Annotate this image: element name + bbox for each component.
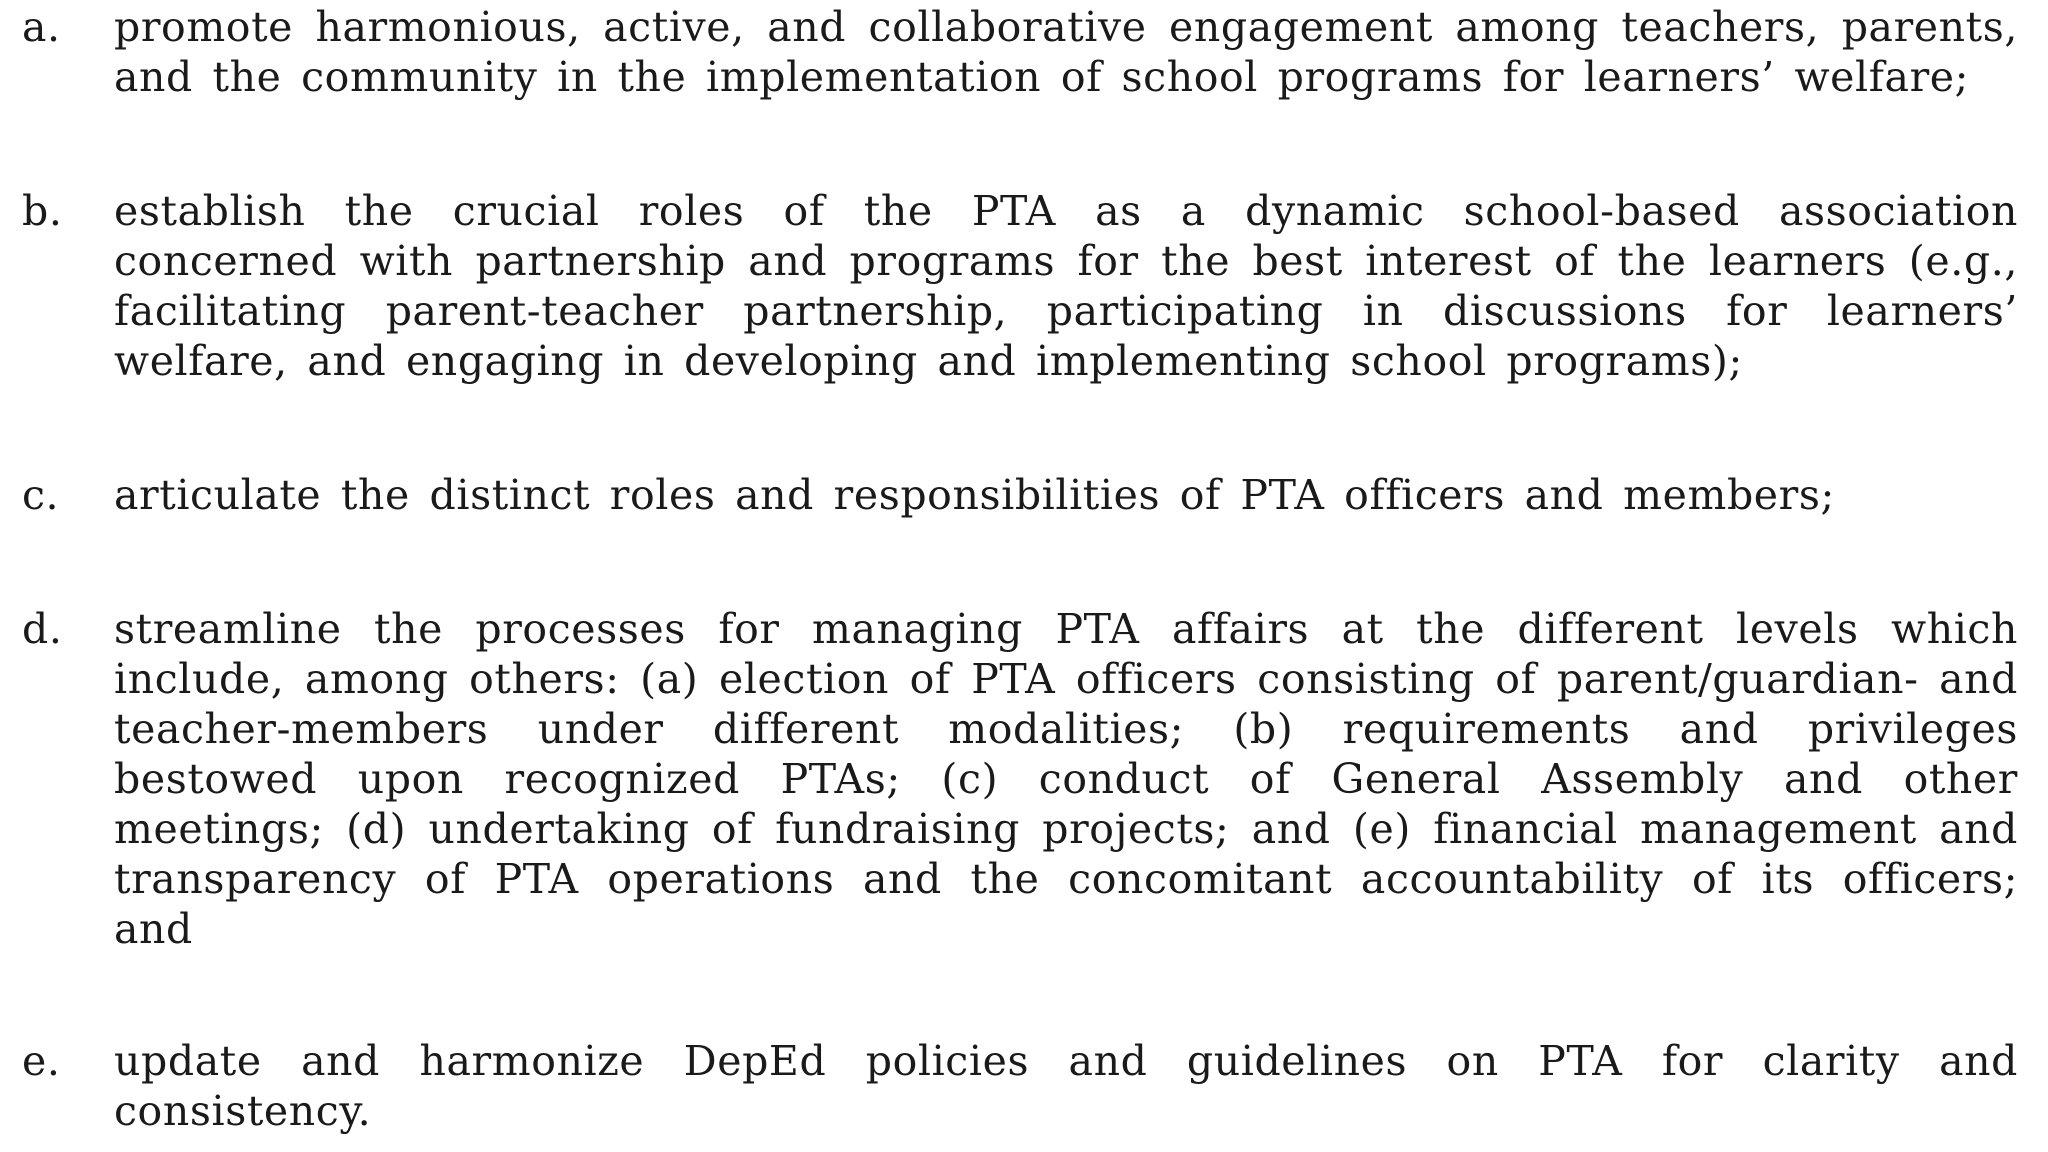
list-text-c: articulate the distinct roles and responsibilities of PTA officers and members;: [114, 471, 1835, 519]
list-text-d: streamline the processes for managing PTA affairs at the different levels which include, among others: (a) election of PTA officers consisting of parent/guardian- and teacher-members under different modalities; (b) requirements and privileges bestowed upon recognized PTAs; (c) conduct of General Assembly and other meetings; (d) undertaking of fundraising projects; and (e) financial management and transparency of PTA operations and the concomitant accountability of its officers; and: [114, 605, 2018, 953]
list-text-b: establish the crucial roles of the PTA as a dynamic school-based association concerned with partnership and programs for the best interest of the learners (e.g., facilitating parent-teacher partnership, participating in discussions for learners’ welfare, and engaging in developing and implementing school programs);: [114, 187, 2018, 385]
list-marker-a: a.: [22, 3, 61, 51]
list-marker-d: d.: [22, 605, 63, 653]
list-text-e: update and harmonize DepEd policies and guidelines on PTA for clarity and consistency.: [114, 1037, 2018, 1135]
list-text-a: promote harmonious, active, and collaborative engagement among teachers, parents, and the community in the implementation of school programs for learners’ welfare;: [114, 3, 2018, 101]
list-marker-c: c.: [22, 471, 60, 519]
list-marker-e: e.: [22, 1037, 61, 1085]
list-marker-b: b.: [22, 187, 63, 235]
